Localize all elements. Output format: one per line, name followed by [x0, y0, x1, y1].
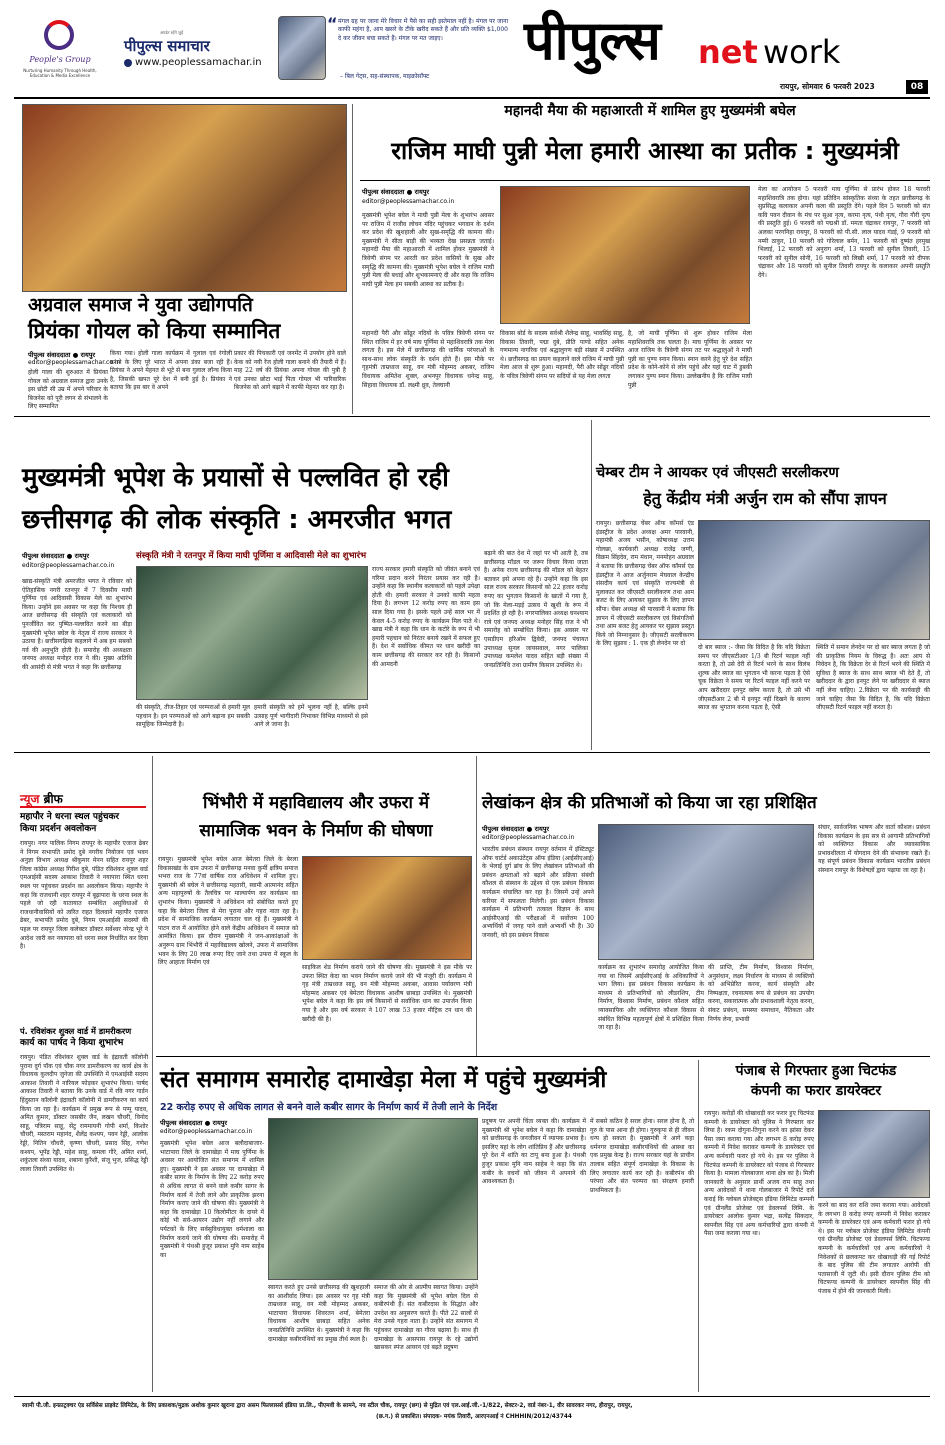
a2-kicker: महानदी मैया की महाआरती में शामिल हुए मुख्यमंत्री बघेल [504, 103, 796, 119]
bill-gates-portrait [278, 16, 326, 80]
a6-headline: लेखांकन क्षेत्र की प्रतिभाओं को किया जा रहा प्रशिक्षित [482, 793, 817, 813]
a7-col-1: मुख्यमंत्री भूपेश बघेल आज बलौदाबाजार-भाटापारा जिले के दामाखेड़ा में माघ पूर्णिमा के अवसर पर आयोजित संत समागम में शामिल हुए। मुख्यमंत्री ने इस अवसर पर दामाखेड़ा में कबीर सागर के निर्माण के लिए 22 करोड़ रुपए से अधिक लागत से बनने वाले कबीर सागर के निर्माण कार्य में तेजी लाने और प्राकृतिक झरना निर्माण कराए जाने की घोषणा की। मुख्यमंत्री ने कहा कि दामाखेड़ा 10 किलोमीटर के दायरे में कोई भी सर्व-आयरन उद्योग नहीं लगाने और पर्यटकों के लिए सर्वसुविधायुक्त धर्मशाला का निर्माण कराये जाने की घोषणा की। समारोह में मुख्यमंत्री ने पंथश्री हुजूर प्रकाश मुनि नाम साहेब का [160, 1140, 264, 1259]
a3-col-4: बढ़ाने की बात देश में जहां पर भी आती है, तब छत्तीसगढ़ मॉडल पर जरूर विचार किया जाता है। अनेक राज्य छत्तीसगढ़ की मॉडल को बेहतर बताकर इसे अपना रहे हैं। उन्होंने कहा कि इस साल राज्य सरकार किसानों को 22 हजार करोड़ रुपए का भुगतान किसानों के खातों में गया है, जो कि मेला-मड़ई उत्सव में खुशी के रूप में प्रदर्शित हो रही है। नगरपालिका अध्यक्ष घनश्याम रात्रे एवं जनपद अध्यक्ष मनोहर सिंह राज ने भी समारोह को सम्बोधित किया। इस अवसर पर एसडीएम हरिओम द्विवेदी, जनपद पंचायत उपाध्यक्ष सुनल जायसवाल, नगर पालिका उपाध्यक्ष कमलेश यादव सहित बड़ी संख्या में जनप्रतिनिधि तथा ग्रामीण किसान उपस्थित थे। [484, 550, 588, 669]
a3-headline: मुख्यमंत्री भूपेश के प्रयासों से पल्लवित हो रही [22, 463, 449, 493]
a3-email[interactable]: editor@peoplessamachar.co.in [22, 562, 115, 569]
a5-col-1: रायपुर। मुख्यमंत्री भूपेश बघेल आज बेमेतरा जिले के बेरला विकासखंड के ग्राम उफरा में छत्तीसगढ़ मनवा कुर्मी क्षत्रिय समाज भभरा राज के 77वां वार्षिक राज अधिवेशन में शामिल हुए। मुख्यमंत्री श्री बघेल ने छत्तीसगढ़ महतारी, स्वामी आत्मानंद सहित अन्य महापुरुषों के तैलचित्र पर माल्यार्पण कर कार्यक्रम का शुभारंभ किया। मुख्यमंत्री ने अधिवेशन को संबोधित करते हुए कहा कि बेमेतरा जिला से मेरा पुराना और गहरा नाता रहा है। प्रदेश में सामाजिक कार्यक्रम लगातार चल रहे हैं। मुख्यमंत्री ने पाटन राज में आयोजित होने वाले केंद्रीय अधिवेशन में समाज को आमंत्रित किया। इस दौरान मुख्यमंत्री ने जन-आकांक्षाओं के अनुरूप ग्राम भिंभौरी में महाविद्यालय खोलने, उफरा में सामाजिक भवन के लिए 20 लाख रुपए दिए जाने तथा उफरा में स्कूल के लिए आहाता निर्माण एवं [158, 856, 298, 967]
a2-byline: पीपुल्स संवाददाता ● रायपुर [362, 188, 430, 196]
a2-email[interactable]: editor@peoplessamachar.co.in [362, 198, 455, 205]
a5-caption: साइकिल शेड निर्माण कराये जाने की घोषणा की। मुख्यमंत्री ने इस मौके पर उफरा स्थित केदा का भवन निर्माण कराये जाने की भी मंजूरी दी। कार्यक्रम में गृह मंत्री ताम्रध्वज साहू, वन मंत्री मोहम्मद अकबर, आवास पर्यावरण मंत्री मोहम्मद अकबर एवं बेमेतरा विधायक आशीष छाबड़ा उपस्थित थे। मुख्यमंत्री भूपेश बघेल ने कहा कि इस वर्ष किसानों से सर्वाधिक धान का उपार्जन किया गया है और इस वर्ष सरकार ने 107 लाख 53 हजार मीट्रिक टन धान की खरीदी की है। [302, 964, 472, 1023]
a1-photo-award [22, 104, 347, 292]
a1-col-3: प्रकार की पिचकारी एवं जनमेंट में उपयोग होने वाले केक को नयी रेंज होली गाला बनाने की तैयारी में हैं। माह 22 वर्ष की प्रियंका अपना गोयल की पुत्री है एवं उनका छोटा भाई पिता गोयल भी पारिवारिक बिजनेस को आगे बढ़ाने में काफी मेहनत कर रहा है। [234, 350, 346, 392]
a2-col-5: मेला का आयोजन 5 फरवरी माघ पूर्णिमा से प्रारंभ होकर 18 फरवरी महाशिवरात्रि तक होगा। यहां प्रतिदिन सांस्कृतिक संध्या के तहत छत्तीसगढ़ के सुप्रसिद्ध कलाकार अपनी कला की प्रस्तुति देंगे। पहले दिन 5 फरवरी को संत कवि पवन दीवान के मंच पर सुआ नृत्य, करमा नृत्य, पंथी नृत्य, गौरा गौरी नृत्य की प्रस्तुति हुई। 6 फरवरी को पद्मश्री डॉ. ममता चंद्राकर रायपुर, 7 फरवरी को अलका परगनिहा रायपुर, 8 फरवरी को पी.सी. लाल यादव गंडई, 9 फरवरी को नम्मी ठाकुर, 10 फरवरी को गोरेलाल बर्मन, 11 फरवरी को दुष्यंत हरमुख भिलाई, 12 फरवरी को अनुराग शर्मा, 13 फरवरी को सुनील तिवारी, 15 फरवरी को सुनील सोनी, 16 फरवरी को लिखी शर्मा, 17 फरवरी को दीपक चंद्राकर और 18 फरवरी को सुनील तिवारी रायपुर के कलाकार अपनी प्रस्तुति देंगे। [758, 186, 930, 279]
a3-byline: पीपुल्स संवाददाता ● रायपुर [22, 552, 90, 560]
a6-col-1: भारतीय प्रबंधन संस्थान रायपुर वर्तमान में इंस्टिट्यूट ऑफ चार्टर्ड अकाउंटेंट्स ऑफ इंडिया (आईसीएआई) के भेलाई दुर्ग ब्रांच के लिए लेखांकन प्रतिभाओं की प्रबंधन क्षमताओं को बढ़ाने और प्रक्रिया संबंधी कौशल से संस्थान के उद्देश्य से एक प्रबंधन विकास कार्यक्रम संचालित कर रहा है। जिसमें उन्हें अपने करियर में सफलता मिलेगी। इस प्रबंधन विकास कार्यक्रम में प्रतिभागी तत्काल विज्ञान के साथ आईसीएआई की परीक्षाओं में सर्वोत्तम 100 अभ्यर्थियों में जगह पाने वाले अभ्यर्थी भी हैं। 30 जनवरी, को इस प्रबंधन विकास [482, 846, 594, 939]
a6-email[interactable]: editor@peoplessamachar.co.in [482, 834, 575, 841]
a1-headline-2: प्रियंका गोयल को किया सम्मानित [28, 319, 281, 343]
group-tagline: Nurturing Humanity Through Health, Education & Media Excellence [23, 68, 97, 78]
a7-photo-samagam [268, 1118, 478, 1280]
page-number: 08 [906, 80, 928, 94]
brief-2-text: रायपुर। पंडित रविशंकर शुक्ल वार्ड के इंद्रावती कॉलोनी पुराना दुर्ग पॉक एवं चौक नगर डामरीकरण का कार्य क्षेत्र के विधायक कुलदीप जुनेजा की उपस्थिति में एमआईसी सदस्य आकाश तिवारी ने नारियल फोड़कर शुभारंभ किया। पार्षद आकाश तिवारी ने बताया कि उनके वार्ड में रवि नगर गार्डन हिंदुस्तान कॉलोनी इंद्रावती कॉलोनी में डामरीकरण का कार्य किया जा रहा है। कार्यक्रम में प्रमुख रूप से पप्पू यादव, अमित कुमार, डॉक्टर जसबीर जैन, लखन चौधरी, विनोद साहू, पत्रिराम साहू, सेंटु राममायनी गोपी शर्मा, किशोर चौधरी, मस्तराम महानंद, शैलेंद्र कश्यप, पवन रेड्डी, आलोक रेड्डी, नितिन चौधरी, कृष्णा चौधरी, प्रसाद सिंह, गणेश कश्यप, भूपेंद्र रेड्डी, महेश साहू, कमला गौरे, अमित शर्मा, शकुंतला संध्या यादव, शबाना कुरैशी, संजू भुज, प्रसिद्ध रेड्डी लाला तिवारी उपस्थित थे। [20, 1054, 148, 1173]
section-rule-3 [156, 1056, 930, 1057]
brief-rule [20, 806, 146, 808]
ps-url[interactable]: www.peoplessamachar.in [135, 57, 262, 68]
peoples-group-logo [44, 20, 74, 50]
a7-headline: संत समागम समारोह दामाखेड़ा मेला में पहुंचे मुख्यमंत्री [160, 1067, 607, 1093]
brief-1-headline-2: किया प्रदर्शन अवलोकन [20, 824, 97, 834]
footer-rule [14, 1396, 930, 1397]
a7-email[interactable]: editor@peoplessamachar.co.in [160, 1128, 253, 1135]
footer-line-1: स्वामी पी.जी. इन्फ्राट्रक्चर एंड सर्विसेस प्राइवेट लिमिटेड, के लिए प्रकाशक/मुद्रक अशोक कुमार खुराना द्वारा असम फिल्लासर्स इंडिया प्रा.लि., पीएमवी के सामने, नव स्टील चौक, रायपुर (छग) से मुद्रित एवं एल.आई.जी.-1/822, सेक्टर-2, वार्ड नंबर-1, वीर सावरकर नगर, हीरापुर, रायपुर, [22, 1403, 633, 1409]
a6-col-2: कार्यक्रम का शुभारंभ समारोह आयोजित किया गया था जिसमें आईसीएआई के अधिकारियों ने भाग लिया। इस प्रबंधन विकास कार्यक्रम के माध्यम से प्रतिभागियों को लीडरशिप, टीम निर्माण, विश्वास निर्माण, प्रबंधन कौशल सहित व्यावसायिक और व्यक्तिगत कौशल विकास से संबंधित विभिन्न महत्वपूर्ण क्षेत्रों में प्रशिक्षित किया जा रहा है। [598, 964, 704, 1032]
a3-caption-2: हमारी संस्कृति को हमें भूलना नहीं है, बल्कि इनमें उत्साह पूर्ण भागीदारी निभाकर विभिन्न माध्यमों से इसे आगे ले जाना है। [254, 704, 368, 729]
ps-globe-icon [124, 59, 132, 67]
a1-byline: पीपुल्स संवाददाता ● रायपुर [28, 351, 96, 359]
quote-text: मंगल ग्रह पर जाना मेरे विचार में पैसे का सही इस्तेमाल नहीं है। मंगल पर जाना काफी महंगा है, आप खसरे के टीके खरीद सकते हैं और प्रति व्यक्ति $1,000 दे कर जीवन बचा सकते हैं। मंगल पर मत जाइए। [338, 18, 508, 42]
a6-byline: पीपुल्स संवाददाता ● रायपुर [482, 825, 550, 833]
ps-brand: पीपुल्स समाचार [124, 37, 210, 55]
a3-caption-1: की संस्कृति, तीज-तिहार एवं परम्पराओं से हमारी मूल पहचान है। इन परम्पराओं को आगे बढ़ाना हम सबकी सामूहिक जिम्मेदारी है। [136, 704, 250, 729]
a8-headline: पंजाब से गिरफ्तार हुआ चिटफंड [735, 1063, 897, 1079]
network-title-hindi: पीपुल्स [524, 9, 661, 72]
a4-col-2: दो बार ब्याज :- जैसा कि विदित है कि यदि विक्रेता समय पर जीएसटीआर 1/3 बी रिटर्न फाइल नहीं करता है, तो उसे देरी से रिटर्न भरने के साथ विलंब शुल्क और ब्याज का भुगतान भी करना पड़ता है ऐसे चूक विक्रेता ने समय पर रिटर्न फाइल नहीं करने पर आप खरीददार इनपुट क्लेम करता है, तो उसे भी जीएसटीआर 2 बी में इनपुट नहीं दिखने के कारण ब्याज का भुगतान करना पड़ता है, ऐसी [698, 644, 810, 712]
a2-headline: राजिम माघी पुन्नी मेला हमारी आस्था का प्रतीक : मुख्यमंत्री [391, 137, 899, 165]
a8-col-2: करने का बाद कर राशि जमा कराया गया। आवेदकों के लगभग 8 करोड़ रुपए कम्पनी में निवेश कराकर कम्पनी के डायरेक्टर एवं अन्य कर्मचारी फरार हो गये थे। इस पर ग्लोबल प्रोजेक्ट इंडिया लिमिटेड कंपनी एवं ग्रीनलैंड प्रोजेक्ट एवं डेवलपर्स लिमि. चिटफण्ड कम्पनी के कर्मचारियों एवं अन्य कर्मचारियों ने निवेशकों से छलकपट कर धोखाधड़ी की गई रिपोर्ट के बाद पुलिस की टीम लगातार आरोपी की पतासाजी में जुटी थी। इसी दौरान पुलिस टीम को चिटफण्ड कम्पनी के डायरेक्टर स्वपनील सिंह की पंजाब में होने की जानकारी मिली। [818, 1202, 930, 1295]
a5-photo-event [302, 856, 472, 960]
a8-headline-2: कंपनी का फरार डायरेक्टर [750, 1083, 882, 1099]
news-brief-title [20, 790, 130, 807]
brief-1-headline: महापौर ने धरना स्थल पहुंचकर [20, 812, 120, 822]
a3-photo-mela [136, 566, 368, 700]
brief-2-headline: पं. रविशंकर शुक्ल वार्ड में डामरीकरण [20, 1026, 132, 1036]
a2-photo-aarti [500, 186, 750, 324]
a4-headline-2: हेतु केंद्रीय मंत्री अर्जुन राम को सौंपा ज्ञापन [643, 489, 887, 508]
brief-2-headline-2: कार्य का पार्षद ने किया शुभारंभ [20, 1038, 124, 1048]
a8-photo-accused [818, 1110, 930, 1198]
col-divider-1 [352, 104, 353, 414]
a7-col-3: समाज की ओर से आत्मीय स्वागत किया। उन्होंने कहा कि मुख्यमंत्री श्री भूपेश बघेल दिल से कबीरपंथी हैं। संत कबीरदास के सिद्धांत और उपदेश का अनुसरण करते हैं। पीते 22 सालों से मेरा उनसे गहरा नाता है। उन्होंने संत समागम में पहुंचकर दामाखेड़ा का गौरव बढ़ाया है। साथ ही दामाखेड़ा के आसपास रायपुर के रहे उद्योगों खासकर स्पंज आयरन एवं बढ़ते प्रदूषण [374, 1284, 478, 1352]
section-rule-2 [14, 752, 930, 753]
col-divider-2 [591, 420, 592, 750]
a7-byline: पीपुल्स संवाददाता ● रायपुर [160, 1119, 228, 1127]
a7-col-5: में सबसे कठिन है सरल होना। सरल होना है, तो गुरु के पास आना ही होगा। गुरुकृपा से ही जीवन धन्य हो सकता है। मुख्यमंत्री ने आगे कहा धर्मनगर दामाखेड़ा कबीरपंथियों की आस्था का एक प्रमुख केन्द्र है। राज्य सरकार यहां के प्राचीन तालाब सहित संपूर्ण दामाखेड़ा के विकास के लिए लगातार कार्य कर रही है। कबीरपंथ की परंपरा और संत परम्परा का संरक्षण हमारी प्राथमिकता है। [590, 1118, 694, 1194]
a8-col-1: रायपुर। करोड़ों की धोखाधड़ी कर फरार हुए चिटफंड कम्पनी के डायरेक्टर को पुलिस ने गिरफ्तार कर लिया है। रकम दोगुना-तिगुना करने का झांसा देकर पैसा जमा कराया गया और लगभग 8 करोड़ रुपए कम्पनी में निवेश कराकर कम्पनी के डायरेक्टर एवं अन्य कर्मचारी फरार हो गये थे। इस पर पुलिस ने चिटफंड कम्पनी के डायरेक्टर को पंजाब से गिरफ्तार किया है। मामला गोलबाजार थाना क्षेत्र का है। मिली जानकारी के अनुसार प्रार्थी अजय राम साहू तथा अन्य आवेदकों ने थाना गोलबाजार में रिपोर्ट दर्ज कराई कि ग्लोबल प्रोजेक्ट्स इंडिया लिमिटेड कम्पनी एवं ग्रीनलैंड प्रोजेक्ट एवं डेवलपर्स लिमि. के डायरेक्टर आलोक कुमार भद्रा, सत्येंद्र सिकदार, स्वपनील सिंह एवं अन्य कर्मचारियों द्वारा कंपनी में पैसा जमा कराया गया था। [704, 1110, 814, 1238]
news-brief-title-b: ब्रीफ [43, 792, 63, 806]
a2-col-1: मुख्यमंत्री भूपेश बघेल ने माघी पुन्नी मेला के शुभारंभ अवसर पर राजिम में राजीव लोचन मंदिर पहुंचकर भगवान के दर्शन कर प्रदेश की खुशहाली और सुख-समृद्धि की कामना की। मुख्यमंत्री ने सीता बाड़ी की भव्यता देख प्रसन्नता जताई। महानदी मैया की महाआरती में शामिल होकर मुख्यमंत्री ने त्रिवेणी संगम पर आरती कर प्रदेश वासियों के सुख और समृद्धि की कामना की। मुख्यमंत्री भूपेश बघेल ने राजिम माघी पुन्नी मेला की बधाई और शुभकामनाएं दी और कहा कि राजिम माघी पुन्नी मेला हम सबकी आस्था का प्रतीक है। [362, 212, 494, 288]
a3-subhead: संस्कृति मंत्री ने रतनपुर में किया माघी पूर्णिमा व आदिवासी मेले का शुभारंभ [136, 551, 367, 561]
group-name: People's Group [29, 55, 91, 64]
a1-col-2: किया गया। होली गाला कार्यक्रम में गुलाल एवं रंगोली बनाने के लिए पूरे भारत में अपना डंका बजा रही हैं। प्रियंका ने अपने मेहनत से भूटे से बना गुलाल लॉन्च किया है, जिसकी खपत पूरे देश में बनी हुई है। प्रियंका ने बताया कि इस बार वे अपने [110, 350, 232, 392]
brief-1-text: रायपुर। नगर पालिक निगम रायपुर के महापौर एजाज ढेबर ने निगम सभापति प्रमोद दुबे नगरीय नियोजन एवं भवन अनुज्ञा विभाग अध्यक्ष श्रीकुमार मेनन सहित रायपुर शहर जिला कांग्रेस अध्यक्ष गिरीश दुबे, पंडित रविशंकर शुक्ल वार्ड एमआईसी सदस्य आकाश तिवारी ने नयापारा स्थित धरना स्थल पर पहुंचकर प्रदर्शन का अवलोकन किया। महापौर ने कहा कि राजधानी शहर रायपुर में बूढ़ापारा के धरना स्थल के पहले जो रही यातायात सम्बंधित असुविधाओं से राजधानीवासियों को त्वरित राहत दिलवाने महापौर एजाज ढेबर, सभापति प्रमोद दुबे, निगम एमआईसी सदस्यों की पहल पर रायपुर जिला कलेक्टर डॉक्टर सर्वेश्वर नरेन्द्र भूरे ने आदेश जारी कर नयापारा को धरना स्थल निर्धारित कर दिया है। [20, 840, 148, 951]
a4-headline: चेम्बर टीम ने आयकर एवं जीएसटी सरलीकरण [596, 465, 839, 481]
col-divider-4 [476, 756, 477, 1056]
col-divider-3 [152, 756, 153, 1392]
footer-line-2: (छ.ग.) से प्रकाशित। संपादक- मयंक तिवारी, आरएनआई नं CHHHIN/2012/43744 [376, 1414, 572, 1420]
a4-col-1: रायपुर। छत्तीसगढ़ चेंबर ऑफ कॉमर्स एंड इंडस्ट्रीज के प्रदेश अध्यक्ष अमर पारवानी, महामंत्री अजय भसीन, कोषाध्यक्ष उत्तम गोलछा, कार्यकारी अध्यक्ष राजेंद्र जग्गी, विक्रम सिंहदेव, राम मंधान, मनमोहन अग्रवाल ने बताया कि छत्तीसगढ़ चेंबर ऑफ कॉमर्स एंड इंडस्ट्रीज ने आज अर्जुनराम मेघवाल केन्द्रीय संसदीय कार्य एवं संस्कृति राज्यमंत्री से मुलाकात कर जीएसटी सरलीकरण तथा आम बजट के लिए आयकर सुझाव के लिए ज्ञापन सौंपा। चेंबर अध्यक्ष श्री पारवानी ने बताया कि ज्ञापन में जीएसटी सरलीकरण एवं विसंगतियों तथा आम बजट हेतु आयकर पर सुझाव प्रस्तुत किये जो निम्नानुसार है। जीएसटी सरलीकरण के लिए सुझाव : 1. एक ही लेनदेन पर दो [596, 520, 694, 648]
network-title-work: work [763, 33, 841, 71]
a7-subhead: 22 करोड़ रुपए से अधिक लागत से बनने वाले कबीर सागर के निर्माण कार्य में तेजी लाने के निर्देश [160, 1102, 498, 1113]
a1-email[interactable]: editor@peoplessamachar.co.in [28, 359, 121, 366]
a2-col-4: है, जो माघी पूर्णिमा से शुरू होकर राजिम मेला महाशिवरात्रि तक चलता है। माघ पूर्णिमा के अवसर पर आज राजिम के त्रिवेणी संगम तट पर श्रद्धालुओं ने माघी पुन्नी का पुण्य स्नान किया। स्नान करने हेतु पूरे देश सहित प्रदेश के कोने-कोने से लोग पहुंचे और यहां घाट में डुबकी लगाकर पुण्य स्नान किया। उल्लेखनीय है कि राजिम माघी पुन्नी [628, 330, 752, 389]
a7-col-2: स्वागत करते हुए उनसे छत्तीसगढ़ की खुशहाली का आशीर्वाद लिया। इस अवसर पर गृह मंत्री ताम्रध्वज साहू, वन मंत्री मोहम्मद अकबर, भाटापारा विधायक शिवरतन शर्मा, बेमेतरा विधायक आशीष छाबड़ा सहित अनेक जनप्रतिनिधि उपस्थित थे। मुख्यमंत्री ने कहा कि दामाखेड़ा कबीरपंथियों का प्रमुख तीर्थ स्थल है। [268, 1284, 370, 1343]
quote-mark-icon: “ [327, 14, 338, 33]
a2-col-2: महानदी पैरी और सोंढूर नदियों के पवित्र त्रिवेणी संगम पर स्थित राजिम में हर वर्ष माघ पूर्णिमा से महाशिवरात्रि तक मेला लगता है। इस मेले में छत्तीसगढ़ की धार्मिक परंपराओं के साथ-साथ लोक संस्कृति के दर्शन होते हैं। इस मौके पर गृहमंत्री ताम्रध्वज साहू, वन मंत्री मोहम्मद अकबर, राजिम विधायक अमितेश शुक्ल, अभनपुर विधायक धनेन्द्र साहू, सिहावा विधायक डॉ. लक्ष्मी ध्रुव, तेलघानी [362, 330, 494, 389]
masthead-rule [14, 97, 930, 99]
masthead [0, 0, 945, 100]
a3-col-1: खाद्य-संस्कृति मंत्री अमरजीत भगत ने रविवार को ऐतिहासिक नगरी रतनपुर में 7 दिवसीय माघी पूर्णिमा एवं आदिवासी विकास मेले का शुभारंभ किया। उन्होंने इस अवसर पर कहा कि निश्चय ही आज छत्तीसगढ़ की संस्कृति एवं कलाकारों को पुनर्जीवित कर पुष्पित-पल्लवित करने का बीड़ा मुख्यमंत्री भूपेश बघेल के नेतृत्व में राज्य सरकार ने उठाया है। छत्तीसगढ़िया कहलाने में अब हम सबको गर्व की अनुभूति होती है। समारोह की अध्यक्षता जनपद अध्यक्ष मनोहर राज ने की। मुख्य अतिथि की आसंदी से मंत्री भगत ने कहा कि छत्तीसगढ़ [22, 578, 132, 671]
section-rule-1 [14, 416, 930, 417]
a4-photo-memorandum [698, 520, 930, 640]
a2-col-3: विकास बोर्ड के सदस्य सर्वश्री शैलेन्द्र साहू, भावसिंह साहू, विकास तिवारी, पद्मा दुबे, प्रीति पाण्डे सहित अनेक गणमान्य नागरिक एवं श्रद्धालुगण बड़ी संख्या में उपस्थित थे। छत्तीसगढ़ का प्रयाग कहलाने वाले राजिम में माघी पुन्नी मेला आज से शुरू हुआ। महानदी, पैरी और सोंढूर नदियों के पवित्र त्रिवेणी संगम पर सदियों से यह मेला लगता [500, 330, 624, 380]
a3-headline-2: छत्तीसगढ़ की लोक संस्कृति : अमरजीत भगत [22, 505, 452, 535]
dateline: रायपुर, सोमवार 6 फरवरी 2023 [780, 82, 875, 91]
a5-headline-2: सामाजिक भवन के निर्माण की घोषणा [199, 821, 433, 841]
ps-small: अपडेट रहेंगे जुड़ें [160, 30, 184, 35]
a6-col-4: संचार, सार्वजनिक भाषण और वार्ता कौशल। प्रबंधन विकास कार्यक्रम के इस सत्र से आगामी प्रतिभागियों को व्यक्तिगत विकास और व्यावसायिक प्रभावशीलता में योगदान देने की संभावना रखते हैं। यह संपूर्ण प्रबंधन विकास कार्यक्रम भारतीय प्रबंधन संस्थान रायपुर के विशेषज्ञों द्वारा पढ़ाया जा रहा है। [818, 824, 930, 874]
a3-col-3: राज्य सरकार हमारी संस्कृति को जीवंत बनाने एवं गरिमा प्रदान करने निरंतर प्रयास कर रही है। उन्होंने कहा कि स्थानीय कलाकारों को पहले उपेक्षा होती थी। हमारी सरकार ने उनको काफी महत्व दिया है। लगभग 12 करोड़ रुपए का काम इस साल दिया गया है। इसके पहले उन्हें साल भर में केवल 4-5 करोड़ रुपए के कार्यक्रम मिल पाते थे। खाद्य मंत्री ने कहा कि धान के कटोरे के रूप में भी हमारी पहचान को निरंतर बनाये रखने में सफल हुए हैं। देश में सर्वाधिक कीमत पर धान खरीदी का काम छत्तीसगढ़ की सरकार कर रही है। किसानों की आमदनी [372, 566, 480, 668]
a1-headline: अग्रवाल समाज ने युवा उद्योगपति [28, 294, 253, 316]
a7-col-4: प्रदूषण पर अपनी चिंता व्यक्त की। कार्यक्रम में मुख्यमंत्री श्री भूपेश बघेल ने कहा कि दामाखेड़ा को छत्तीसगढ़ के जनजीवन में व्यापक प्रभाव है। इसलिए यहां के लोग शांतिप्रिय हैं और छत्तीसगढ़ पूरे देश में शांति का टापू बना हुआ है। पंथश्री हुजूर प्रकाश मुनि नाम साहेब ने कहा कि संत कबीर के वचनों को जीवन में अपनाने की आवश्यकता है। [482, 1118, 586, 1186]
a6-photo-lamp [598, 824, 814, 960]
quote-author: – बिल गेट्स, सह-संस्थापक, माइक्रोसॉफ्ट [340, 73, 430, 80]
news-brief-title-a: न्यूज [20, 792, 40, 806]
col-divider-5 [698, 1060, 699, 1392]
a5-headline: भिंभौरी में महाविद्यालय और उफरा में [202, 793, 430, 813]
network-title-net: net [698, 33, 758, 71]
a4-col-3: स्थिति में समान लेनदेन पर दो बार ब्याज लगता है जो की प्राकृतिक नियम के विरुद्ध है। अतः आप से निवेदन है, कि विक्रेता देर से रिटर्न भरने की स्थिति में सुविधा है ब्याज के साथ साथ ब्याज भी देते हैं, तो खरीददार के द्वारा इनपुट लेने पर खरीददार से ब्याज नहीं लेना चाहिए। 2.विक्रेता पर की कार्यवाही की जाने चाहिए जैसा कि विदित है, कि यदि विक्रेता जीएसटी रिटर्न फाइल नहीं करता है। [816, 644, 930, 712]
a2-rule [360, 180, 930, 181]
a6-col-3: की प्राप्ति, टीम निर्माण, विश्वास निर्माण, अनुसंधान, लक्ष्य निर्धारण के माध्यम से व्यक्तियों को अभिप्रेरित करना, कार्य संस्कृति और निष्पक्षता, रचनात्मक रूप से प्रबंधन का उपयोग करना, सकारात्मक और प्रभावशाली नेतृत्व करना, संकट प्रबंधन, समस्या समाधान, नैतिकता और निर्णय लेना, प्रभावी [708, 964, 814, 1023]
a1-col-1: होली गाला की शुरुआत में प्रियंका गोयल को अग्रवाल समाज द्वारा उनके इस छोटी सी उम्र में अपने परिवार के बिजनेस को पूरी लगन से संभालने के लिए सम्मानित [28, 369, 108, 411]
